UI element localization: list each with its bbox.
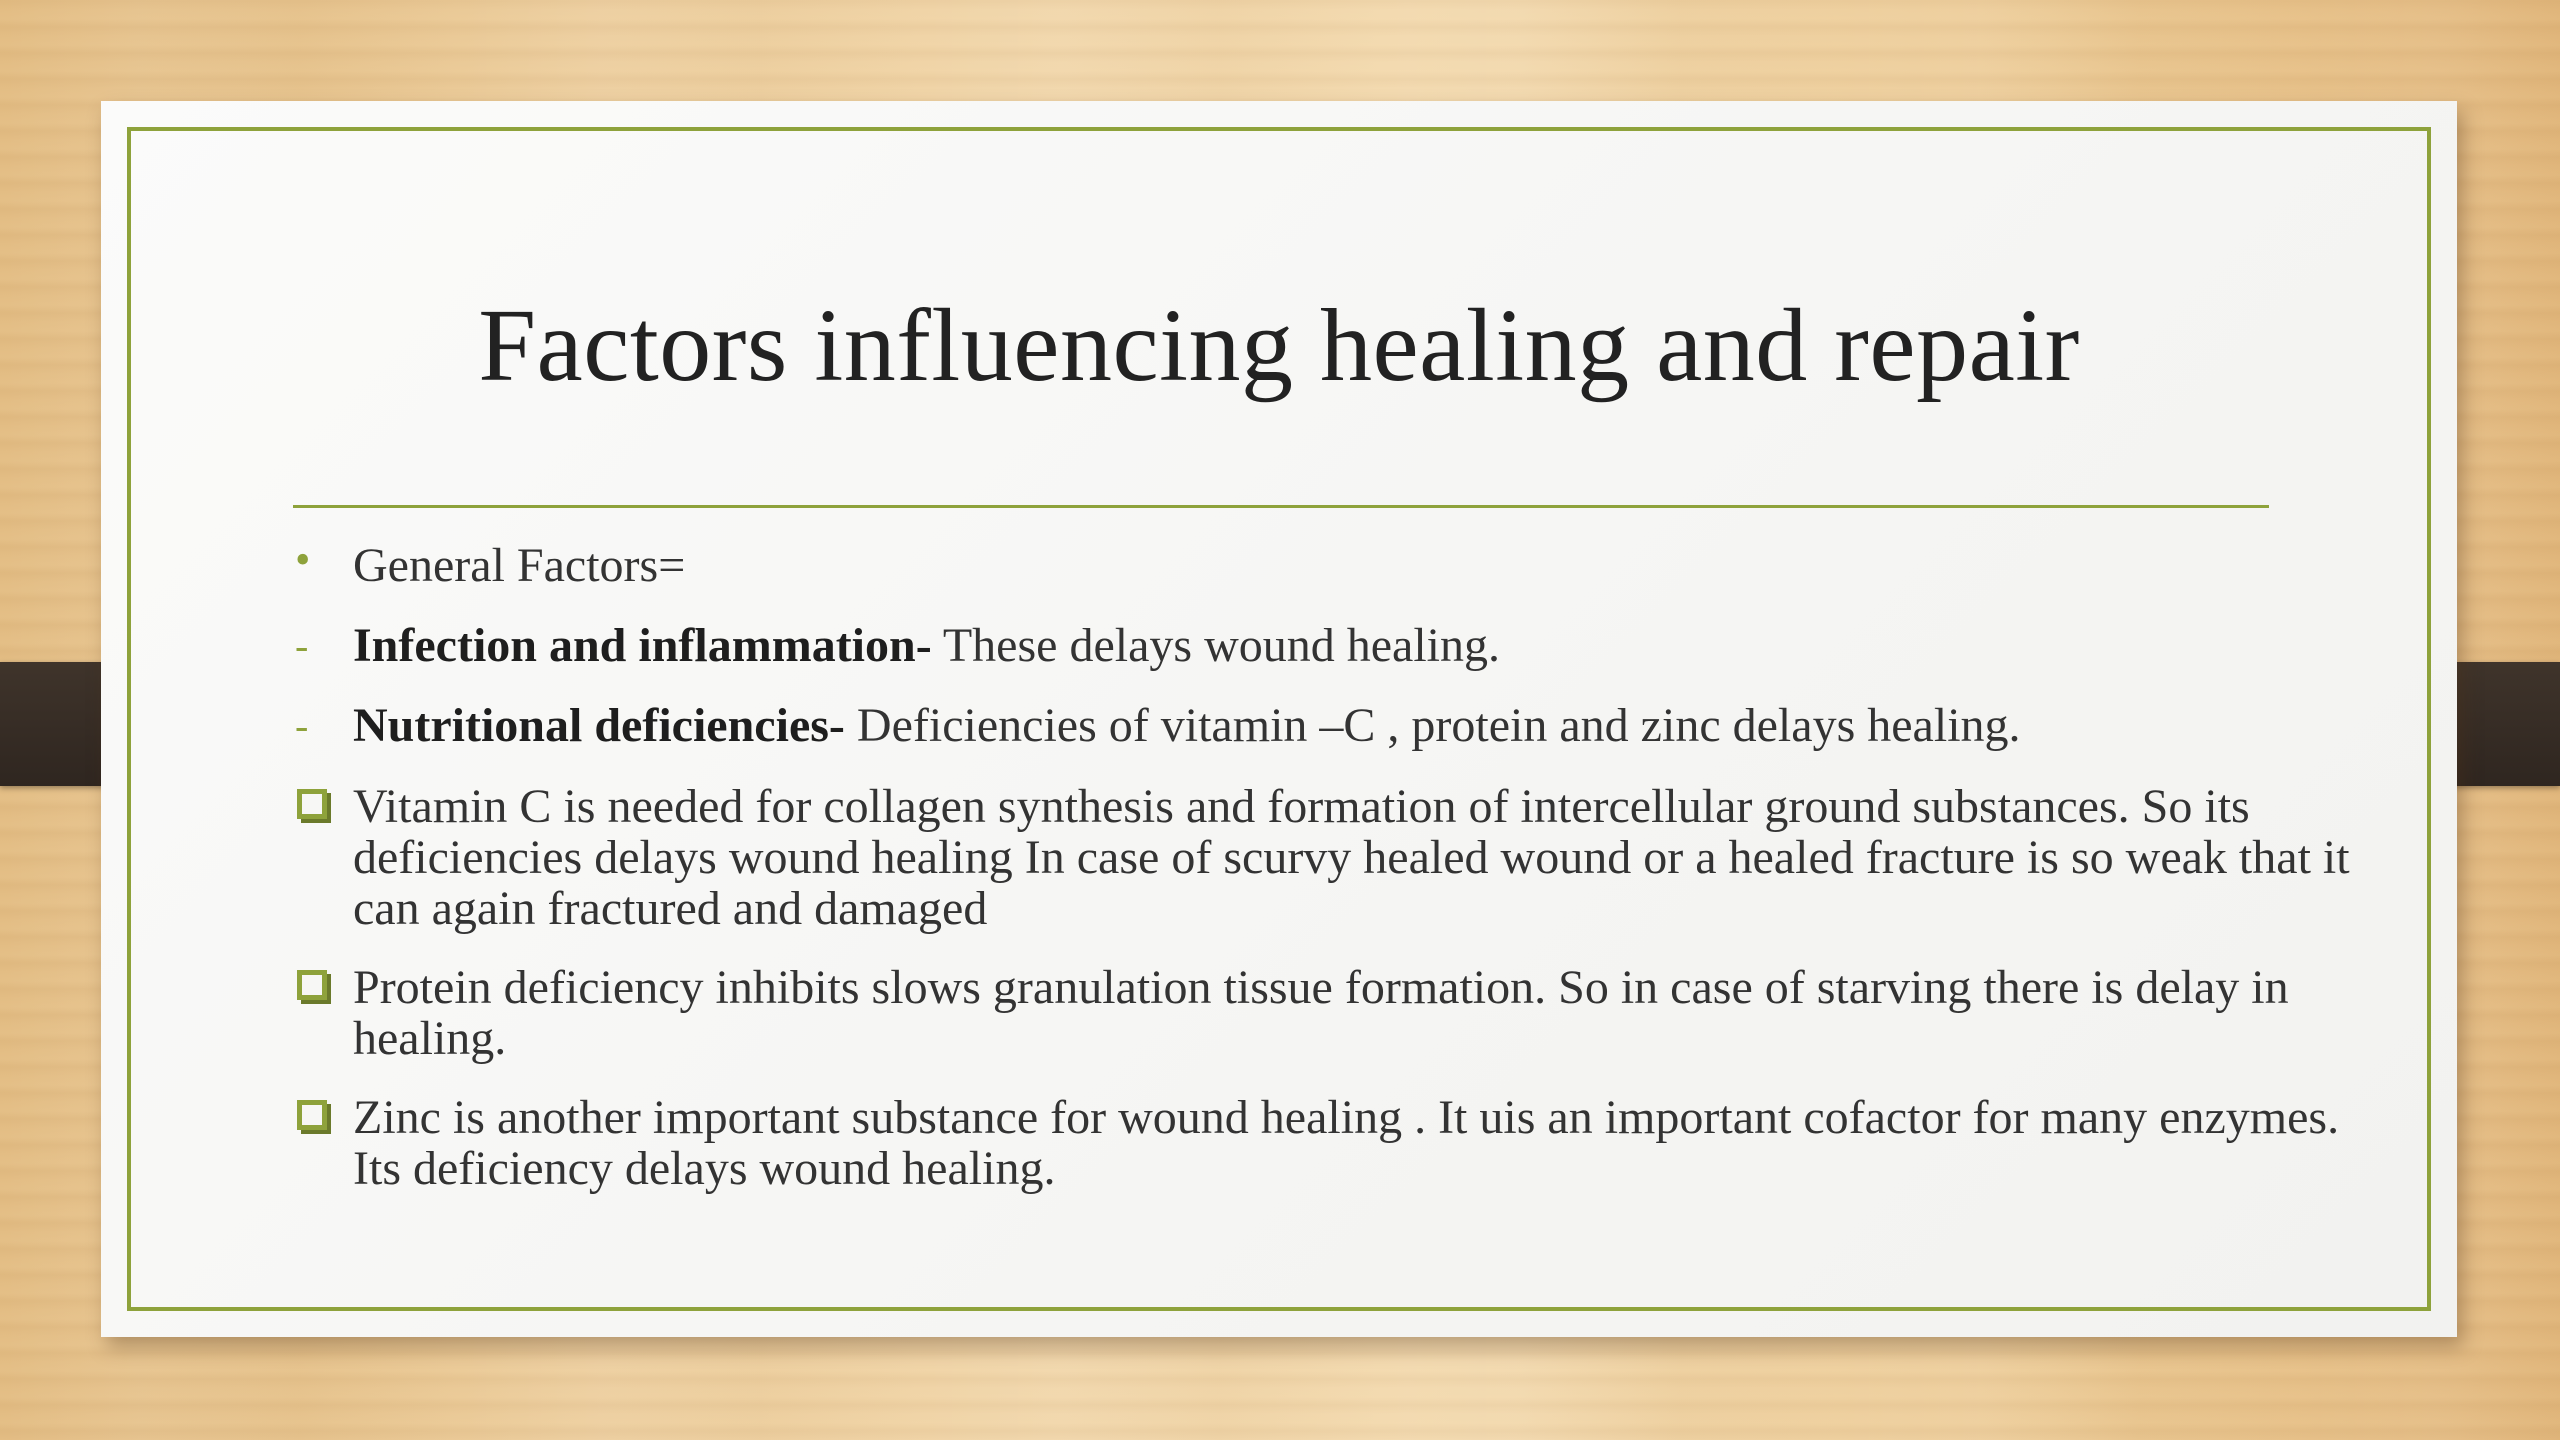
bullet-icon: • — [295, 535, 311, 584]
list-item-vitamin-c — [293, 781, 2393, 934]
item-text: These delays wound healing. — [931, 619, 1501, 672]
item-text: General Factors= — [353, 539, 686, 592]
dash-icon: - — [295, 703, 309, 748]
dash-icon: - — [295, 623, 309, 668]
title-divider — [293, 505, 2269, 508]
checkbox-bullet-icon — [297, 1100, 327, 1130]
slide — [101, 101, 2457, 1337]
list-item-general-factors — [293, 535, 2393, 592]
item-bold-text: Infection and inflammation- — [353, 619, 932, 672]
list-item-infection — [293, 621, 2393, 671]
list-item-protein — [293, 962, 2393, 1064]
slide-title: Factors influencing healing and repair — [478, 288, 2080, 403]
slide-content — [293, 535, 2393, 1222]
list-item-nutrition — [293, 701, 2393, 751]
item-text: Zinc is another important substance for wound healing . It uis an important cofactor for many enzymes. Its deficiency delays wound healing. — [353, 1091, 2340, 1195]
item-text: Vitamin C is needed for collagen synthesis and formation of intercellular ground substances. So its deficiencies delays wound healing In case of scurvy healed wound or a healed fracture is so weak that it can again fractured and damaged — [353, 780, 2350, 935]
checkbox-bullet-icon — [297, 970, 327, 1000]
item-text: Protein deficiency inhibits slows granulation tissue formation. So in case of starving there is delay in healing. — [353, 961, 2289, 1065]
list-item-zinc — [293, 1092, 2393, 1194]
item-bold-text: Nutritional deficiencies- — [353, 699, 845, 752]
checkbox-bullet-icon — [297, 789, 327, 819]
item-text: Deficiencies of vitamin –C , protein and zinc delays healing. — [844, 699, 2021, 752]
